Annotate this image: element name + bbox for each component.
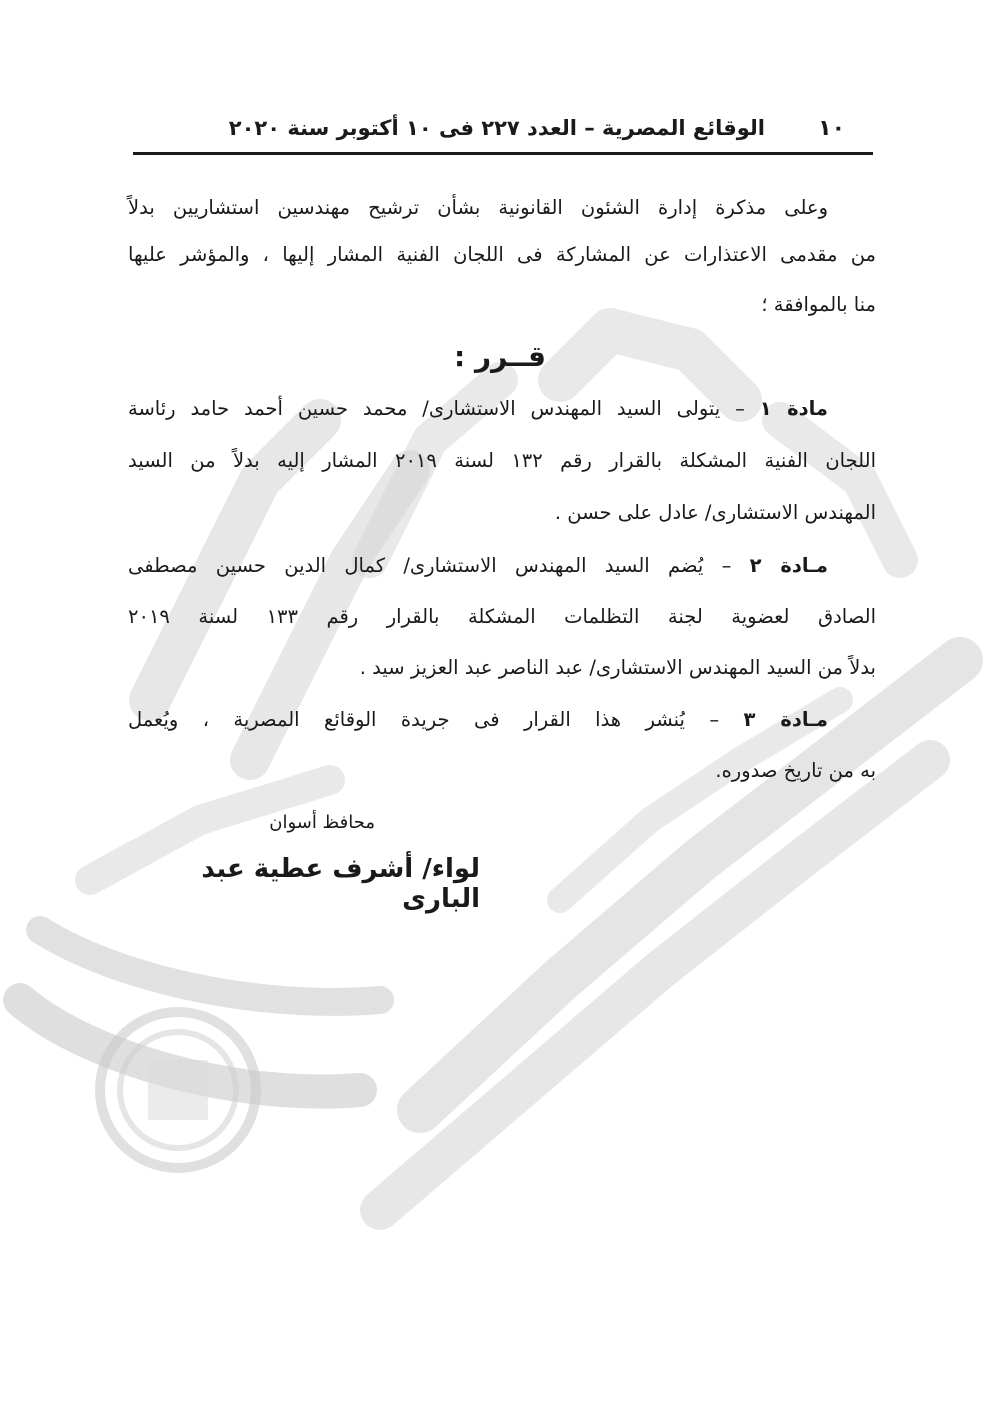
page-header [133, 112, 873, 155]
article-1-line-1 [128, 397, 876, 420]
article-2-text: – يُضم السيد المهندس الاستشارى/ كمال الدين حسين مصطفى [128, 554, 750, 577]
watermark-arc-outer [20, 1000, 360, 1092]
article-3-line-2: به من تاريخ صدوره. [715, 759, 876, 782]
article-3-line-1 [128, 708, 876, 731]
page-number: ١٠ [818, 116, 845, 141]
intro-line-3: منا بالموافقة ؛ [761, 293, 876, 316]
article-1-label: مادة ١ [759, 397, 828, 420]
signer-title: محافظ أسوان [269, 812, 375, 833]
article-2-line-3: بدلاً من السيد المهندس الاستشارى/ عبد الناصر عبد العزيز سيد . [359, 656, 876, 679]
publication-line: الوقائع المصرية – العدد ٢٢٧ فى ١٠ أكتوبر سنة ٢٠٢٠ [228, 116, 765, 140]
watermark-stroke-e [780, 420, 900, 560]
intro-line-1: وعلى مذكرة إدارة الشئون القانونية بشأن ترشيح مهندسين استشاريين بدلاً [128, 196, 828, 219]
article-1-text: – يتولى السيد المهندس الاستشارى/ محمد حسين أحمد حامد رئاسة [128, 397, 760, 420]
article-2-label: مـادة ٢ [749, 554, 828, 577]
watermark-seal [100, 1012, 256, 1168]
article-3-label: مـادة ٣ [743, 708, 828, 731]
intro-line-2: من مقدمى الاعتذارات عن المشاركة فى اللجان الفنية المشار إليها ، والمؤشر عليها [128, 243, 876, 266]
article-3-text: – يُنشر هذا القرار فى جريدة الوقائع المصرية ، ويُعمل [128, 708, 744, 731]
article-2-line-1 [128, 554, 876, 577]
article-2-line-2: الصادق لعضوية لجنة التظلمات المشكلة بالقرار رقم ١٣٣ لسنة ٢٠١٩ [128, 605, 876, 628]
article-1-line-2: اللجان الفنية المشكلة بالقرار رقم ١٣٢ لسنة ٢٠١٩ المشار إليه بدلاً من السيد [128, 449, 876, 472]
watermark-diag-2 [380, 760, 930, 1210]
decree-heading: قــرر : [454, 340, 546, 373]
article-1-line-3: المهندس الاستشارى/ عادل على حسن . [554, 501, 876, 524]
signer-name: لواء/ أشرف عطية عبد البارى [201, 854, 480, 914]
watermark-arc-inner [40, 930, 380, 1002]
